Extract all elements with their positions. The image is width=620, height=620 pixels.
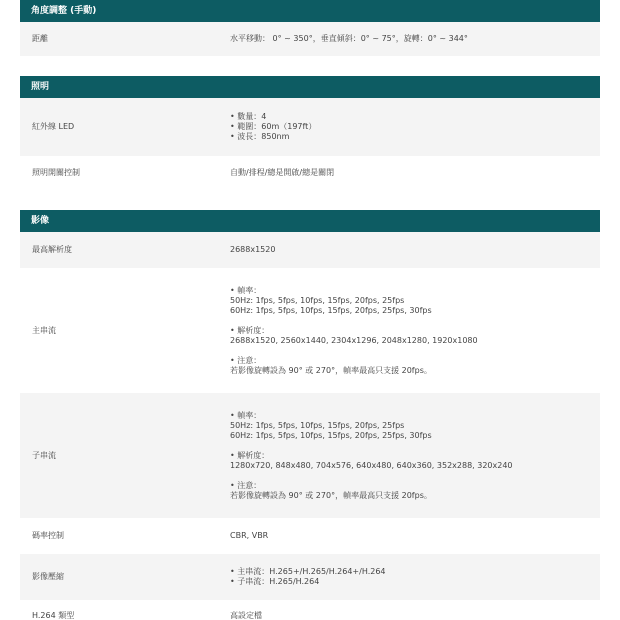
spec-line: • 波長：850nm xyxy=(230,132,290,141)
spec-row-compression xyxy=(20,554,600,600)
spec-value xyxy=(220,268,600,393)
spec-value xyxy=(220,554,600,600)
spec-line: 2688x1520 xyxy=(230,245,276,254)
spec-label: 紅外線 LED xyxy=(32,122,75,131)
spec-line: 若影像旋轉設為 90° 或 270°，幀率最高只支援 20fps。 xyxy=(230,365,432,375)
section-header-video: 影像 xyxy=(20,210,600,232)
spec-row-sub-stream xyxy=(20,393,600,518)
spec-line: 高設定檔 xyxy=(230,611,262,620)
spec-value xyxy=(220,518,600,554)
spec-value xyxy=(220,156,600,190)
spec-line: 60Hz: 1fps, 5fps, 10fps, 15fps, 20fps, 25fps, 30fps xyxy=(230,305,432,315)
spacer xyxy=(230,346,600,356)
section-video xyxy=(20,210,600,620)
spec-line: CBR, VBR xyxy=(230,531,269,540)
spec-row-light-control xyxy=(20,156,600,190)
spec-row-main-stream xyxy=(20,268,600,393)
spec-label: 照明開關控制 xyxy=(32,168,80,177)
spacer xyxy=(230,316,600,326)
spec-line: 若影像旋轉設為 90° 或 270°，幀率最高只支援 20fps。 xyxy=(230,490,432,500)
spec-line: 60Hz: 1fps, 5fps, 10fps, 15fps, 20fps, 25fps, 30fps xyxy=(230,430,432,440)
spec-row-max-resolution xyxy=(20,232,600,268)
spec-row-h264-type xyxy=(20,600,600,620)
section-header-angle: 角度調整 (手動) xyxy=(20,0,600,22)
spec-label: H.264 類型 xyxy=(32,611,75,620)
spec-line: • 範圍：60m（197ft） xyxy=(230,122,317,131)
spec-row-bitrate-control xyxy=(20,518,600,554)
spec-line: • 解析度： xyxy=(230,325,270,335)
spec-label: 影像壓縮 xyxy=(32,572,64,581)
spec-label: 碼率控制 xyxy=(32,531,64,540)
spec-line: 50Hz: 1fps, 5fps, 10fps, 15fps, 20fps, 25fps xyxy=(230,295,405,305)
spec-label: 子串流 xyxy=(32,450,56,460)
spec-line: • 注意： xyxy=(230,355,262,365)
spec-label: 距離 xyxy=(32,34,48,43)
section-angle xyxy=(20,0,600,56)
section-lighting xyxy=(20,76,600,190)
spec-line: • 解析度： xyxy=(230,450,270,460)
spec-line: 自動/排程/總是開啟/總是關閉 xyxy=(230,168,335,177)
spec-value xyxy=(220,98,600,156)
spec-value xyxy=(220,600,600,620)
spacer xyxy=(230,441,600,451)
spec-label: 最高解析度 xyxy=(32,245,72,254)
spec-line: • 主串流：H.265+/H.265/H.264+/H.264 xyxy=(230,567,386,576)
spec-row-distance xyxy=(20,22,600,56)
spec-line: 水平移動： 0° ~ 350°，垂直傾斜：0° ~ 75°，旋轉：0° ~ 344° xyxy=(230,34,468,43)
spec-line: • 數量：4 xyxy=(230,112,267,121)
spec-line: • 幀率： xyxy=(230,285,262,295)
spec-value xyxy=(220,393,600,518)
spec-line: • 子串流：H.265/H.264 xyxy=(230,577,320,586)
spec-label: 主串流 xyxy=(32,325,56,335)
spec-value xyxy=(220,22,600,56)
spec-line: 1280x720, 848x480, 704x576, 640x480, 640x360, 352x288, 320x240 xyxy=(230,460,513,470)
spec-line: 2688x1520, 2560x1440, 2304x1296, 2048x1280, 1920x1080 xyxy=(230,335,478,345)
section-header-lighting: 照明 xyxy=(20,76,600,98)
spec-line: 50Hz: 1fps, 5fps, 10fps, 15fps, 20fps, 25fps xyxy=(230,420,405,430)
spacer xyxy=(230,471,600,481)
spec-value xyxy=(220,232,600,268)
spec-line: • 幀率： xyxy=(230,410,262,420)
spec-row-ir-led xyxy=(20,98,600,156)
spec-line: • 注意： xyxy=(230,480,262,490)
